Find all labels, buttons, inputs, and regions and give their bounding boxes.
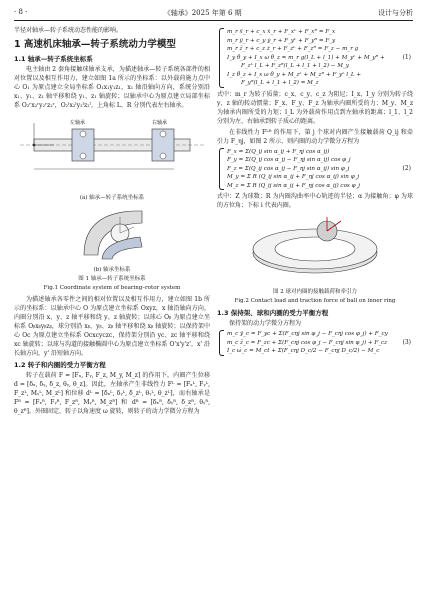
eq1-line: m_r ẍ_r + c_x ẋ_r + F_xᴸ + F_xᴿ = F_x <box>227 29 336 35</box>
equation-3-number: (3) <box>402 338 411 346</box>
section-heading-1: 1 高速机床轴承—转子系统动力学模型 <box>14 39 176 50</box>
eq3-line: I_c ω̇_c = M_ct + Σ(F_cηj D_c/2 − F_cηj D_c/2) − M_c <box>227 348 380 354</box>
figure-2 <box>217 213 413 305</box>
eq3-line: m_c ÿ_c = F_yc + Σ(F_cηj sin φ_j − F_cηj cos φ_j) + F_cy <box>227 331 388 337</box>
eq1-line: m_r z̈_r + c_z ż_r + F_zᴸ + F_zᴿ = F_z − m_r g <box>227 46 359 52</box>
eq1-line: F_zᴸ l_L + F_zᴿ(l_L + l_1 + l_2) − M_y <box>241 63 349 69</box>
right-column <box>217 26 413 358</box>
eq2-line: M_z = Σ R (Q_ij sin α_ij + F_ηj cos α_ij) cos φ_j <box>227 182 361 189</box>
paragraph-rotor-symbols: 式中：m_r 为转子质量；c_x、c_y、c_z 为阻尼；I_x、I_y 分别为转子绕 y、z 轴的转动惯量；F_x、F_y、F_z 为轴承内圈所受的力；M_y、M_z 为轴承内圈所受的力矩；l_L 为外载荷作用点到左轴承的距离；l_1、l_2 分别为左、右轴承到转子质心的距离。 <box>217 90 413 125</box>
eq2-line: F_y = Σ(Q_ij cos α_ij − F_ηj sin α_ij) cos φ_j <box>227 157 351 163</box>
eq1-line: I_y θ̈_y + I_x ω θ̇_z = m_r g(l_L + l_1) + M_yᴸ + M_yᴿ + <box>227 54 385 61</box>
subsection-heading-1-1: 1.1 轴承—转子系统坐标系 <box>14 55 93 63</box>
eq1-line: m_r ÿ_r + c_y ẏ_r + F_yᴸ + F_yᴿ = F_y <box>227 37 336 44</box>
figure-1 <box>14 113 210 292</box>
equation-2 <box>217 148 413 191</box>
figure-1-caption-cn: 图 1 轴承—转子系统坐标系 <box>78 276 146 282</box>
journal-title: 《轴承》2025 年第 6 期 <box>163 9 242 17</box>
subsection-heading-1-2: 1.2 转子和内圈的受力平衡方程 <box>14 361 106 369</box>
intro-line: 半径对轴承—转子系统动态性能的影响。 <box>14 27 123 34</box>
eq1-line: I_z θ̈_z + I_x ω θ̇_y + M_zᴸ + M_zᴿ + F_yᴸ l_L + <box>227 71 362 78</box>
eq1-line: F_yᴿ(l_L + l_1 + l_2) = M_z <box>241 80 319 86</box>
equation-1 <box>217 28 413 88</box>
figure-2-caption-cn: 图 2 球对内圈的接触载荷和牵引力 <box>273 289 357 295</box>
right-bearing-label: 右轴承 <box>152 120 168 126</box>
paragraph-rotor-equations: 转子在载荷 F = [Fₓ, Fᵧ, F_z, M_y, M_z] 的作用下，内圈产生位移 d = [δₓ, δᵧ, δ_z, θᵧ, θ_z]。因此，左轴承产生非线性力 Fᴸ = [Fₓᴸ, Fᵧᴸ, F_zᴸ, Mᵧᴸ, M_zᴸ] 和位移 dᴸ = [δₓᴸ, δᵧᴸ, δ_zᴸ, θᵧᴸ, θ_zᴸ]，而右轴承是 Fᴿ = [Fₓᴿ, Fᵧᴿ, F_zᴿ, Mᵧᴿ, M_zᴿ] 和 dᴿ = [δₓᴿ, δᵧᴿ, δ_zᴿ, θᵧᴿ, θ_zᴿ]。外圈固定，转子以角速度 ω 旋转，则转子的动力学微分方程为 <box>14 372 210 415</box>
subsection-heading-1-3: 1.3 保持架、球和内圈的受力平衡方程 <box>217 309 329 317</box>
eq2-line: F_x = Σ(Q_ij sin α_ij + F_ηj cos α_ij) <box>227 148 330 155</box>
inner-ring-contact-diagram <box>217 213 413 283</box>
section-title: 设计与分析 <box>378 9 413 17</box>
paragraph-cage-intro: 保持架的动力学微分方程为 <box>229 320 302 327</box>
paragraph-coordinate-system: 电主轴由 2 套角接触球轴承支承，为描述轴承—转子系统各部件的相对位置以及相互作用力，建立如图 1a 所示的坐标系：以外载荷施力点中心 O₁ 为原点建立全局坐标系 O₁x₁y₁z₁，x₁ 轴沿轴向方向，系统分别沿 x₁、y₁、z₁ 轴平移和绕 y₁、z₁ 轴旋转；以轴承中心为原点建立局部坐标系 O₂ʳx₂ʳy₂ʳz₂ʳ，O₂ˡx₂ˡy₂ˡz₂ˡ，上角标 L、R 分别代表左右轴承。 <box>14 66 210 109</box>
equation-2-number: (2) <box>402 164 411 172</box>
paragraph-inner-ring-symbols: 式中：Z 为球数；R 为内圈沟曲率中心轨迹的半径；α 为接触角；φ 为球的方位角；下标 i 代表内圈。 <box>217 193 413 209</box>
left-column <box>14 26 210 418</box>
subfigure-b-caption: (b) 轴承坐标系 <box>93 267 131 273</box>
equation-1-number: (1) <box>402 53 411 61</box>
paragraph-contact-load: 在非线性力 Fᴸᴿ 的作用下，第 j 个球对内圈产生接触载荷 Q_ij 和牵引力 F_ηj，如图 2 所示，则内圈的动力学微分方程为 <box>217 128 413 145</box>
left-bearing-label: 左轴承 <box>70 120 86 126</box>
eq2-line: M_y = Σ R (Q_ij sin α_ij + F_ηj cos α_ij) sin φ_j <box>227 174 360 180</box>
equation-3 <box>217 330 413 356</box>
figure-2-caption-en: Fig.2 Contact load and traction force of ball on inner ring <box>234 298 396 304</box>
paragraph-bearing-coordinates: 为描述轴承各零件之间的相对位置以及相互作用力，建立如图 1b 所示的坐标系：以轴承中心 O 为原点建立坐标系 Oxyz，x 轴沿轴向方向，内圈分别沿 x、y、z 轴平移和绕 y、z 轴旋转；以球心 Oᵦ 为原点建立坐标系 Oᵦxᵦyᵦzᵦ，球分别沿 xᵦ、yᵦ、zᵦ 轴平移和绕 xᵦ 轴旋转；以保持架中心 Oc 为原点建立坐标系 Ocxcyczc，保持架分别沿 yc、zc 轴平移和绕 xc 轴旋转；以球与沟道的接触椭圆中心为原点建立坐标系 O'x'y'z'，x' 沿长轴方向，y' 沿短轴方向。 <box>14 296 210 357</box>
eq2-line: F_z = Σ(Q_ij cos α_ij − F_ηj sin α_ij) sin φ_j <box>227 165 350 172</box>
bearing-rotor-diagram <box>14 113 210 189</box>
subfigure-a-caption: (a) 轴承—转子系统坐标系 <box>79 195 145 201</box>
bearing-coordinate-diagram <box>14 203 210 261</box>
page-number: · 8 · <box>14 8 28 16</box>
eq3-line: m_c z̈_c = F_zc + Σ(F_cηj cos φ_j − F_cηj sin φ_j) + F_cz <box>227 339 388 346</box>
figure-1-caption-en: Fig.1 Coordinate system of bearing–rotor system <box>43 285 181 291</box>
page-header <box>14 8 413 21</box>
